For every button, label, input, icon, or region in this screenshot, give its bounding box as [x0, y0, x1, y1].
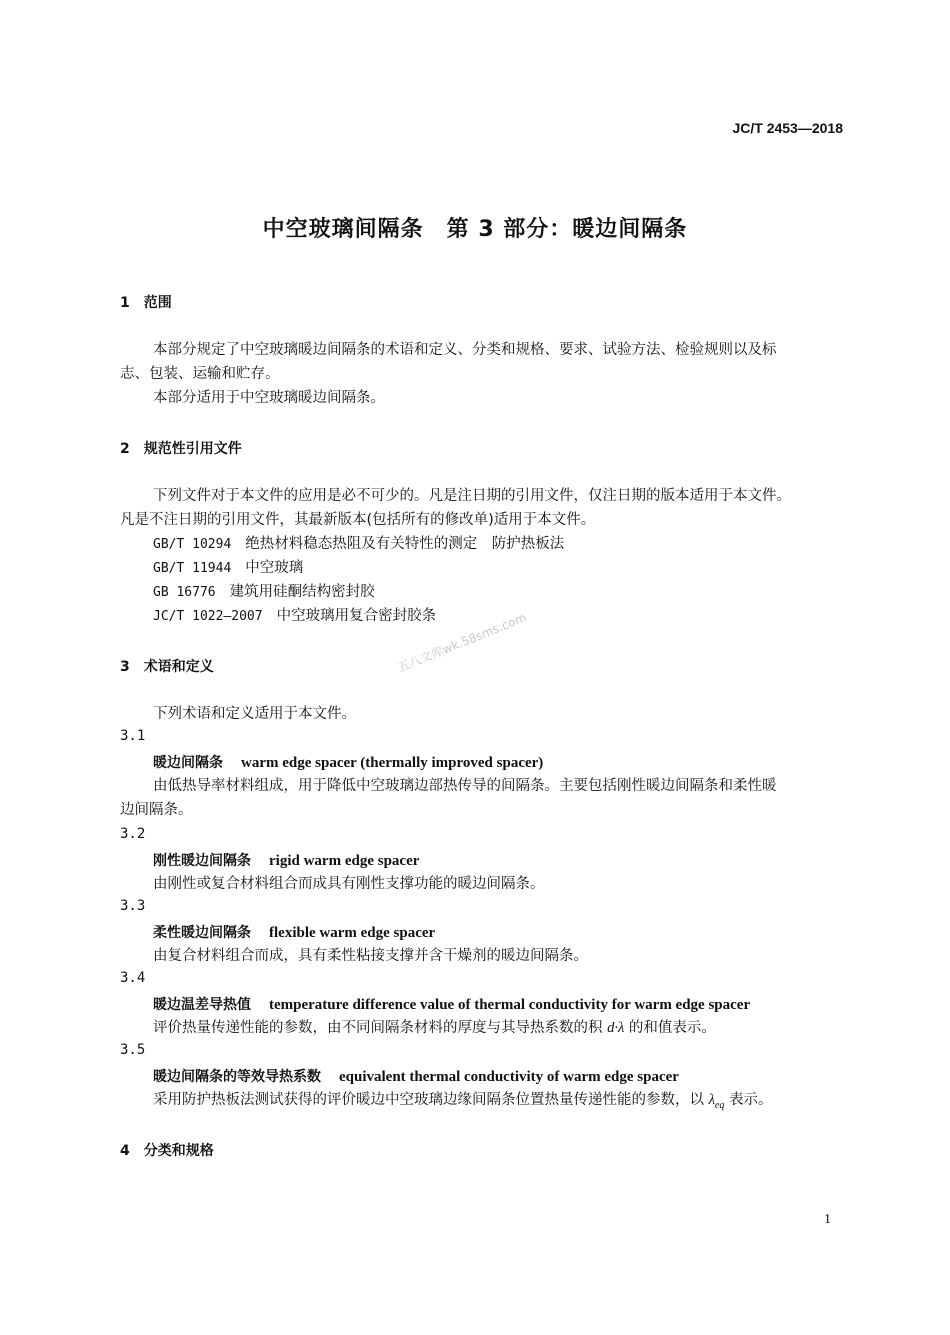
normative-reference	[153, 580, 375, 605]
section-3-heading: 3 术语和定义	[120, 659, 214, 675]
section-1-paragraph-2: 本部分适用于中空玻璃暖边间隔条。	[153, 390, 385, 406]
math-subscript: eq	[714, 1099, 725, 1111]
reference-code: GB 16776	[153, 585, 216, 600]
section-1-heading: 1 范围	[120, 295, 172, 311]
clause-number: 3.4	[120, 970, 146, 986]
term-definition: 由刚性或复合材料组合而成具有刚性支撑功能的暖边间隔条。	[153, 876, 545, 892]
term-heading	[153, 850, 419, 870]
term-english: equivalent thermal conductivity of warm edge spacer	[339, 1069, 679, 1085]
section-3-intro: 下列术语和定义适用于本文件。	[153, 706, 356, 722]
term-english: warm edge spacer (thermally improved spacer)	[241, 755, 544, 771]
definition-text: 表示。	[728, 1092, 773, 1108]
reference-title: 中空玻璃用复合密封胶条	[276, 608, 437, 624]
reference-code: GB/T 11944	[153, 561, 232, 576]
term-heading	[153, 922, 435, 942]
math-expression: d·λ	[607, 1020, 625, 1036]
section-1-paragraph-1-line-2: 志、包装、运输和贮存。	[120, 366, 280, 382]
reference-code: GB/T 10294	[153, 537, 232, 552]
term-english: flexible warm edge spacer	[269, 925, 436, 941]
term-definition	[153, 1088, 772, 1118]
term-chinese: 暖边间隔条的等效导热系数	[153, 1069, 321, 1085]
document-title: 中空玻璃间隔条 第 3 部分：暖边间隔条	[262, 217, 688, 242]
clause-number: 3.5	[120, 1042, 146, 1058]
normative-reference	[153, 556, 303, 581]
term-chinese: 柔性暖边间隔条	[153, 925, 251, 941]
clause-number: 3.1	[120, 728, 146, 744]
clause-number: 3.2	[120, 826, 146, 842]
section-1-paragraph-1-line-1: 本部分规定了中空玻璃暖边间隔条的术语和定义、分类和规格、要求、试验方法、检验规则以及标	[153, 342, 777, 358]
definition-text: 的和值表示。	[628, 1020, 716, 1036]
section-2-paragraph-line-1: 下列文件对于本文件的应用是必不可少的。凡是注日期的引用文件，仅注日期的版本适用于本文件。	[153, 488, 791, 504]
page-number: 1	[824, 1212, 831, 1227]
term-chinese: 刚性暖边间隔条	[153, 853, 251, 869]
definition-text: 评价热量传递性能的参数，由不同间隔条材料的厚度与其导热系数的积	[153, 1020, 603, 1036]
term-english: rigid warm edge spacer	[269, 853, 420, 869]
reference-title: 中空玻璃	[245, 560, 304, 576]
section-2-heading: 2 规范性引用文件	[120, 441, 242, 457]
section-4-heading: 4 分类和规格	[120, 1143, 214, 1159]
term-definition-line-1: 由低热导率材料组成，用于降低中空玻璃边部热传导的间隔条。主要包括刚性暖边间隔条和柔性暖	[153, 778, 777, 794]
term-definition-line-2: 边间隔条。	[120, 802, 193, 818]
term-chinese: 暖边间隔条	[153, 755, 223, 771]
term-chinese: 暖边温差导热值	[153, 997, 251, 1013]
term-heading	[153, 994, 750, 1014]
section-2-paragraph-line-2: 凡是不注日期的引用文件，其最新版本(包括所有的修改单)适用于本文件。	[120, 512, 596, 528]
term-heading	[153, 1066, 679, 1086]
term-definition	[153, 1016, 716, 1040]
term-english: temperature difference value of thermal conductivity for warm edge spacer	[269, 997, 751, 1013]
math-symbol: λ	[708, 1092, 715, 1108]
standard-number: JC/T 2453—2018	[732, 120, 843, 136]
reference-title: 绝热材料稳态热阻及有关特性的测定 防护热板法	[245, 536, 565, 552]
reference-code: JC/T 1022—2007	[153, 609, 263, 624]
normative-reference	[153, 604, 436, 629]
normative-reference	[153, 532, 564, 557]
term-definition: 由复合材料组合而成，具有柔性粘接支撑并含干燥剂的暖边间隔条。	[153, 948, 588, 964]
clause-number: 3.3	[120, 898, 146, 914]
definition-text: 采用防护热板法测试获得的评价暖边中空玻璃边缘间隔条位置热量传递性能的参数，以	[153, 1092, 704, 1108]
reference-title: 建筑用硅酮结构密封胶	[229, 584, 375, 600]
term-heading	[153, 752, 543, 772]
watermark: 五八文库wk.58sms.com	[395, 610, 529, 675]
